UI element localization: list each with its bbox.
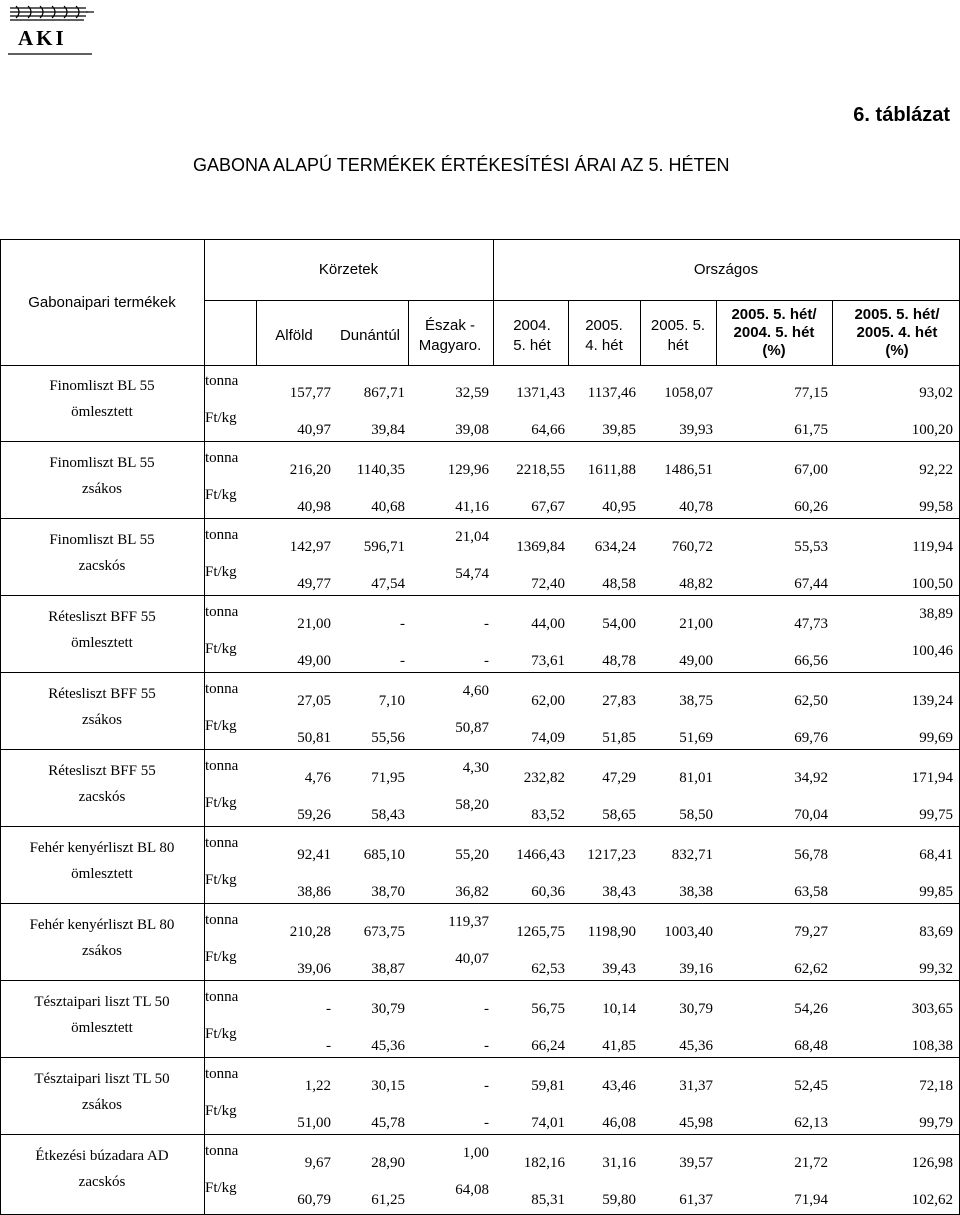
price-value-col1: 40,98 — [297, 499, 331, 515]
product-name — [0, 1143, 204, 1195]
unit-tonna: tonna — [205, 912, 239, 928]
header-ratio2-line1: 2005. 5. hét/ — [854, 306, 940, 323]
price-value-col7: 68,48 — [794, 1038, 828, 1054]
price-value-col2: 47,54 — [371, 576, 405, 592]
tonna-value-col2: 30,15 — [371, 1078, 405, 1094]
header-ratio2-line2: 2005. 4. hét — [856, 324, 938, 341]
price-value-col8: 99,32 — [919, 961, 953, 977]
tonna-value-col1: 27,05 — [297, 693, 331, 709]
header-2005b-line2: hét — [667, 337, 689, 354]
price-value-col3: 54,74 — [455, 566, 489, 582]
tonna-value-col2: 1140,35 — [356, 462, 405, 478]
tonna-value-col5: 54,00 — [602, 616, 636, 632]
header-ratio-yoy — [716, 306, 832, 360]
header-orszagos: Országos — [693, 261, 759, 278]
tonna-value-col6: 1486,51 — [664, 462, 713, 478]
price-value-col5: 39,43 — [602, 961, 636, 977]
tonna-value-col5: 43,46 — [602, 1078, 636, 1094]
header-2005b-line1: 2005. 5. — [650, 317, 706, 334]
tonna-value-col7: 47,73 — [794, 616, 828, 632]
product-name — [0, 373, 204, 425]
tonna-value-col7: 54,26 — [794, 1001, 828, 1017]
product-name-line1: Tésztaipari liszt TL 50 — [34, 1071, 170, 1087]
header-dunantul: Dunántúl — [339, 327, 401, 344]
header-2005-wk5 — [640, 316, 716, 356]
price-value-col7: 60,26 — [794, 499, 828, 515]
header-eszak-line1: Észak - — [424, 317, 475, 334]
price-value-col3: 40,07 — [455, 951, 489, 967]
header-2004-line2: 5. hét — [513, 337, 551, 354]
product-name-line2: zsákos — [82, 481, 122, 497]
price-value-col2: 55,56 — [371, 730, 405, 746]
product-name-line2: ömlesztett — [71, 404, 133, 420]
product-name-line1: Rétesliszt BFF 55 — [48, 763, 156, 779]
tonna-value-col4: 56,75 — [531, 1001, 565, 1017]
tonna-value-col3: 55,20 — [455, 847, 489, 863]
header-ratio1-line1: 2005. 5. hét/ — [731, 306, 817, 323]
tonna-value-col8: 171,94 — [911, 770, 953, 786]
price-value-col1: 51,00 — [297, 1115, 331, 1131]
price-value-col8: 100,20 — [911, 422, 953, 438]
tonna-value-col2: 71,95 — [371, 770, 405, 786]
price-value-col1: 39,06 — [297, 961, 331, 977]
tonna-value-col2: - — [400, 616, 405, 632]
price-value-col3: - — [484, 653, 489, 669]
price-value-col5: 48,58 — [602, 576, 636, 592]
product-name-line1: Finomliszt BL 55 — [49, 455, 155, 471]
unit-tonna: tonna — [205, 681, 239, 697]
header-2005a-line2: 4. hét — [585, 337, 623, 354]
aki-logo — [6, 4, 98, 58]
tonna-value-col2: 30,79 — [371, 1001, 405, 1017]
header-eszak — [408, 316, 492, 356]
tonna-value-col2: 596,71 — [363, 539, 405, 555]
price-value-col3: - — [484, 1038, 489, 1054]
price-value-col4: 74,09 — [531, 730, 565, 746]
price-value-col3: 36,82 — [455, 884, 489, 900]
price-value-col8: 99,75 — [919, 807, 953, 823]
price-value-col6: 45,36 — [679, 1038, 713, 1054]
price-value-col5: 40,95 — [602, 499, 636, 515]
tonna-value-col8: 93,02 — [919, 385, 953, 401]
header-korzetek: Körzetek — [318, 261, 379, 278]
product-name-line2: zacskós — [78, 1174, 126, 1190]
price-value-col6: 49,00 — [679, 653, 713, 669]
price-table — [0, 239, 960, 1214]
tonna-value-col7: 52,45 — [794, 1078, 828, 1094]
unit-tonna: tonna — [205, 835, 239, 851]
product-name-line1: Étkezési búzadara AD — [35, 1148, 169, 1164]
product-name-line2: zacskós — [78, 558, 126, 574]
price-value-col7: 70,04 — [794, 807, 828, 823]
price-value-col3: 50,87 — [455, 720, 489, 736]
price-value-col5: 58,65 — [602, 807, 636, 823]
price-value-col3: 64,08 — [455, 1182, 489, 1198]
unit-ft-kg: Ft/kg — [205, 1026, 237, 1042]
tonna-value-col5: 27,83 — [602, 693, 636, 709]
tonna-value-col2: 28,90 — [371, 1155, 405, 1171]
tonna-value-col8: 126,98 — [911, 1155, 953, 1171]
price-value-col7: 67,44 — [794, 576, 828, 592]
tonna-value-col5: 1611,88 — [587, 462, 636, 478]
tonna-value-col4: 1369,84 — [516, 539, 565, 555]
tonna-value-col8: 303,65 — [911, 1001, 953, 1017]
tonna-value-col3: 119,37 — [448, 914, 489, 930]
tonna-value-col4: 59,81 — [531, 1078, 565, 1094]
price-value-col6: 61,37 — [679, 1192, 713, 1208]
price-value-col5: 38,43 — [602, 884, 636, 900]
tonna-value-col2: 673,75 — [363, 924, 405, 940]
price-value-col6: 40,78 — [679, 499, 713, 515]
price-value-col1: 49,77 — [297, 576, 331, 592]
product-name-line1: Rétesliszt BFF 55 — [48, 609, 156, 625]
price-value-col1: 59,26 — [297, 807, 331, 823]
price-value-col4: 74,01 — [531, 1115, 565, 1131]
product-name-line2: ömlesztett — [71, 1020, 133, 1036]
price-value-col8: 102,62 — [911, 1192, 953, 1208]
tonna-value-col1: 216,20 — [289, 462, 331, 478]
tonna-value-col3: 4,60 — [462, 683, 489, 699]
product-name — [0, 527, 204, 579]
tonna-value-col5: 1137,46 — [587, 385, 636, 401]
tonna-value-col1: 92,41 — [297, 847, 331, 863]
product-name — [0, 450, 204, 502]
price-value-col6: 39,16 — [679, 961, 713, 977]
tonna-value-col8: 92,22 — [919, 462, 953, 478]
product-name — [0, 1066, 204, 1118]
price-value-col5: 41,85 — [602, 1038, 636, 1054]
header-ratio1-line3: (%) — [762, 342, 786, 359]
tonna-value-col6: 31,37 — [679, 1078, 713, 1094]
tonna-value-col8: 119,94 — [912, 539, 953, 555]
price-value-col8: 99,69 — [919, 730, 953, 746]
price-value-col2: - — [400, 653, 405, 669]
tonna-value-col6: 760,72 — [671, 539, 713, 555]
price-value-col3: 39,08 — [455, 422, 489, 438]
unit-tonna: tonna — [205, 758, 239, 774]
price-value-col8: 99,79 — [919, 1115, 953, 1131]
tonna-value-col4: 2218,55 — [516, 462, 565, 478]
page-title: GABONA ALAPÚ TERMÉKEK ÉRTÉKESÍTÉSI ÁRAI AZ 5. HÉTEN — [193, 155, 730, 175]
price-value-col4: 60,36 — [531, 884, 565, 900]
tonna-value-col8: 83,69 — [919, 924, 953, 940]
price-value-col6: 45,98 — [679, 1115, 713, 1131]
price-value-col8: 100,50 — [911, 576, 953, 592]
price-value-col1: - — [326, 1038, 331, 1054]
tonna-value-col5: 1198,90 — [587, 924, 636, 940]
tonna-value-col4: 1371,43 — [516, 385, 565, 401]
tonna-value-col1: 21,00 — [297, 616, 331, 632]
tonna-value-col6: 832,71 — [671, 847, 713, 863]
product-name — [0, 835, 204, 887]
price-value-col2: 40,68 — [371, 499, 405, 515]
price-value-col7: 69,76 — [794, 730, 828, 746]
tonna-value-col8: 68,41 — [919, 847, 953, 863]
price-value-col1: 49,00 — [297, 653, 331, 669]
unit-ft-kg: Ft/kg — [205, 564, 237, 580]
unit-ft-kg: Ft/kg — [205, 718, 237, 734]
price-value-col4: 83,52 — [531, 807, 565, 823]
tonna-value-col3: 1,00 — [462, 1145, 489, 1161]
unit-ft-kg: Ft/kg — [205, 410, 237, 426]
price-value-col2: 58,43 — [371, 807, 405, 823]
tonna-value-col1: 9,67 — [304, 1155, 331, 1171]
product-name-line1: Finomliszt BL 55 — [49, 532, 155, 548]
unit-ft-kg: Ft/kg — [205, 795, 237, 811]
price-value-col6: 48,82 — [679, 576, 713, 592]
tonna-value-col5: 634,24 — [594, 539, 636, 555]
tonna-value-col5: 1217,23 — [587, 847, 636, 863]
product-name-line1: Finomliszt BL 55 — [49, 378, 155, 394]
tonna-value-col6: 38,75 — [679, 693, 713, 709]
tonna-value-col6: 81,01 — [679, 770, 713, 786]
price-value-col8: 100,46 — [911, 643, 953, 659]
tonna-value-col4: 182,16 — [523, 1155, 565, 1171]
price-value-col3: - — [484, 1115, 489, 1131]
tonna-value-col8: 38,89 — [919, 606, 953, 622]
unit-tonna: tonna — [205, 373, 239, 389]
price-value-col8: 99,85 — [919, 884, 953, 900]
unit-tonna: tonna — [205, 604, 239, 620]
tonna-value-col4: 44,00 — [531, 616, 565, 632]
unit-tonna: tonna — [205, 450, 239, 466]
price-value-col1: 50,81 — [297, 730, 331, 746]
tonna-value-col7: 67,00 — [794, 462, 828, 478]
tonna-value-col3: 21,04 — [455, 529, 489, 545]
tonna-value-col4: 1466,43 — [516, 847, 565, 863]
product-name — [0, 989, 204, 1041]
logo-text: AKI — [18, 26, 67, 50]
tonna-value-col6: 1003,40 — [664, 924, 713, 940]
price-value-col2: 38,87 — [371, 961, 405, 977]
price-value-col5: 59,80 — [602, 1192, 636, 1208]
header-2005a-line1: 2005. — [585, 317, 623, 334]
header-ratio2-line3: (%) — [885, 342, 909, 359]
unit-tonna: tonna — [205, 527, 239, 543]
tonna-value-col7: 79,27 — [794, 924, 828, 940]
price-value-col6: 38,38 — [679, 884, 713, 900]
tonna-value-col2: 685,10 — [363, 847, 405, 863]
price-value-col4: 62,53 — [531, 961, 565, 977]
product-name-line1: Fehér kenyérliszt BL 80 — [29, 917, 175, 933]
product-name-line1: Fehér kenyérliszt BL 80 — [29, 840, 175, 856]
price-value-col6: 39,93 — [679, 422, 713, 438]
price-value-col5: 46,08 — [602, 1115, 636, 1131]
price-value-col4: 72,40 — [531, 576, 565, 592]
unit-tonna: tonna — [205, 989, 239, 1005]
tonna-value-col1: 142,97 — [289, 539, 331, 555]
product-name — [0, 681, 204, 733]
price-value-col7: 66,56 — [794, 653, 828, 669]
header-2004-wk5 — [496, 316, 568, 356]
price-value-col5: 48,78 — [602, 653, 636, 669]
price-value-col7: 71,94 — [794, 1192, 828, 1208]
price-value-col1: 40,97 — [297, 422, 331, 438]
tonna-value-col5: 31,16 — [602, 1155, 636, 1171]
tonna-value-col3: - — [484, 616, 489, 632]
price-value-col4: 66,24 — [531, 1038, 565, 1054]
header-ratio1-line2: 2004. 5. hét — [733, 324, 815, 341]
tonna-value-col6: 1058,07 — [664, 385, 713, 401]
tonna-value-col2: 7,10 — [378, 693, 405, 709]
tonna-value-col8: 72,18 — [919, 1078, 953, 1094]
price-value-col7: 61,75 — [794, 422, 828, 438]
unit-tonna: tonna — [205, 1143, 239, 1159]
tonna-value-col7: 77,15 — [794, 385, 828, 401]
unit-tonna: tonna — [205, 1066, 239, 1082]
tonna-value-col7: 62,50 — [794, 693, 828, 709]
price-value-col6: 51,69 — [679, 730, 713, 746]
tonna-value-col7: 34,92 — [794, 770, 828, 786]
unit-ft-kg: Ft/kg — [205, 487, 237, 503]
tonna-value-col7: 56,78 — [794, 847, 828, 863]
price-value-col3: 41,16 — [455, 499, 489, 515]
tonna-value-col1: 210,28 — [289, 924, 331, 940]
product-name-line2: ömlesztett — [71, 866, 133, 882]
tonna-value-col3: 32,59 — [455, 385, 489, 401]
price-value-col2: 45,36 — [371, 1038, 405, 1054]
tonna-value-col2: 867,71 — [363, 385, 405, 401]
price-value-col7: 62,13 — [794, 1115, 828, 1131]
price-value-col4: 67,67 — [531, 499, 565, 515]
tonna-value-col1: 1,22 — [304, 1078, 331, 1094]
unit-ft-kg: Ft/kg — [205, 1103, 237, 1119]
tonna-value-col1: 4,76 — [304, 770, 331, 786]
unit-ft-kg: Ft/kg — [205, 641, 237, 657]
price-value-col6: 58,50 — [679, 807, 713, 823]
unit-ft-kg: Ft/kg — [205, 949, 237, 965]
product-name-line2: zsákos — [82, 712, 122, 728]
tonna-value-col3: - — [484, 1078, 489, 1094]
tonna-value-col4: 62,00 — [531, 693, 565, 709]
tonna-value-col6: 21,00 — [679, 616, 713, 632]
tonna-value-col7: 55,53 — [794, 539, 828, 555]
tonna-value-col4: 232,82 — [523, 770, 565, 786]
tonna-value-col1: 157,77 — [289, 385, 331, 401]
header-2005-wk4 — [568, 316, 640, 356]
product-name-line2: zsákos — [82, 943, 122, 959]
tonna-value-col3: - — [484, 1001, 489, 1017]
price-value-col2: 39,84 — [371, 422, 405, 438]
price-value-col5: 51,85 — [602, 730, 636, 746]
price-value-col4: 73,61 — [531, 653, 565, 669]
tonna-value-col5: 10,14 — [602, 1001, 636, 1017]
product-name-line2: ömlesztett — [71, 635, 133, 651]
tonna-value-col3: 4,30 — [462, 760, 489, 776]
header-ratio-wow — [834, 306, 960, 360]
unit-ft-kg: Ft/kg — [205, 1180, 237, 1196]
price-value-col3: 58,20 — [455, 797, 489, 813]
unit-ft-kg: Ft/kg — [205, 872, 237, 888]
header-2004-line1: 2004. — [513, 317, 551, 334]
product-name-line2: zsákos — [82, 1097, 122, 1113]
product-name — [0, 758, 204, 810]
tonna-value-col7: 21,72 — [794, 1155, 828, 1171]
price-value-col2: 38,70 — [371, 884, 405, 900]
tonna-value-col3: 129,96 — [447, 462, 489, 478]
price-value-col2: 61,25 — [371, 1192, 405, 1208]
price-value-col4: 64,66 — [531, 422, 565, 438]
price-value-col7: 63,58 — [794, 884, 828, 900]
tonna-value-col6: 30,79 — [679, 1001, 713, 1017]
tonna-value-col4: 1265,75 — [516, 924, 565, 940]
product-name — [0, 604, 204, 656]
product-name-line1: Tésztaipari liszt TL 50 — [34, 994, 170, 1010]
tonna-value-col6: 39,57 — [679, 1155, 713, 1171]
header-alfold: Alföld — [275, 327, 313, 344]
price-value-col8: 108,38 — [911, 1038, 953, 1054]
header-product-col: Gabonaipari termékek — [28, 294, 176, 311]
table-number: 6. táblázat — [853, 104, 950, 126]
tonna-value-col1: - — [326, 1001, 331, 1017]
product-name-line1: Rétesliszt BFF 55 — [48, 686, 156, 702]
price-value-col8: 99,58 — [919, 499, 953, 515]
price-value-col4: 85,31 — [531, 1192, 565, 1208]
price-value-col7: 62,62 — [794, 961, 828, 977]
product-name — [0, 912, 204, 964]
price-value-col1: 60,79 — [297, 1192, 331, 1208]
price-value-col5: 39,85 — [602, 422, 636, 438]
product-name-line2: zacskós — [78, 789, 126, 805]
price-value-col2: 45,78 — [371, 1115, 405, 1131]
price-value-col1: 38,86 — [297, 884, 331, 900]
tonna-value-col5: 47,29 — [602, 770, 636, 786]
header-eszak-line2: Magyaro. — [418, 337, 482, 354]
tonna-value-col8: 139,24 — [911, 693, 953, 709]
